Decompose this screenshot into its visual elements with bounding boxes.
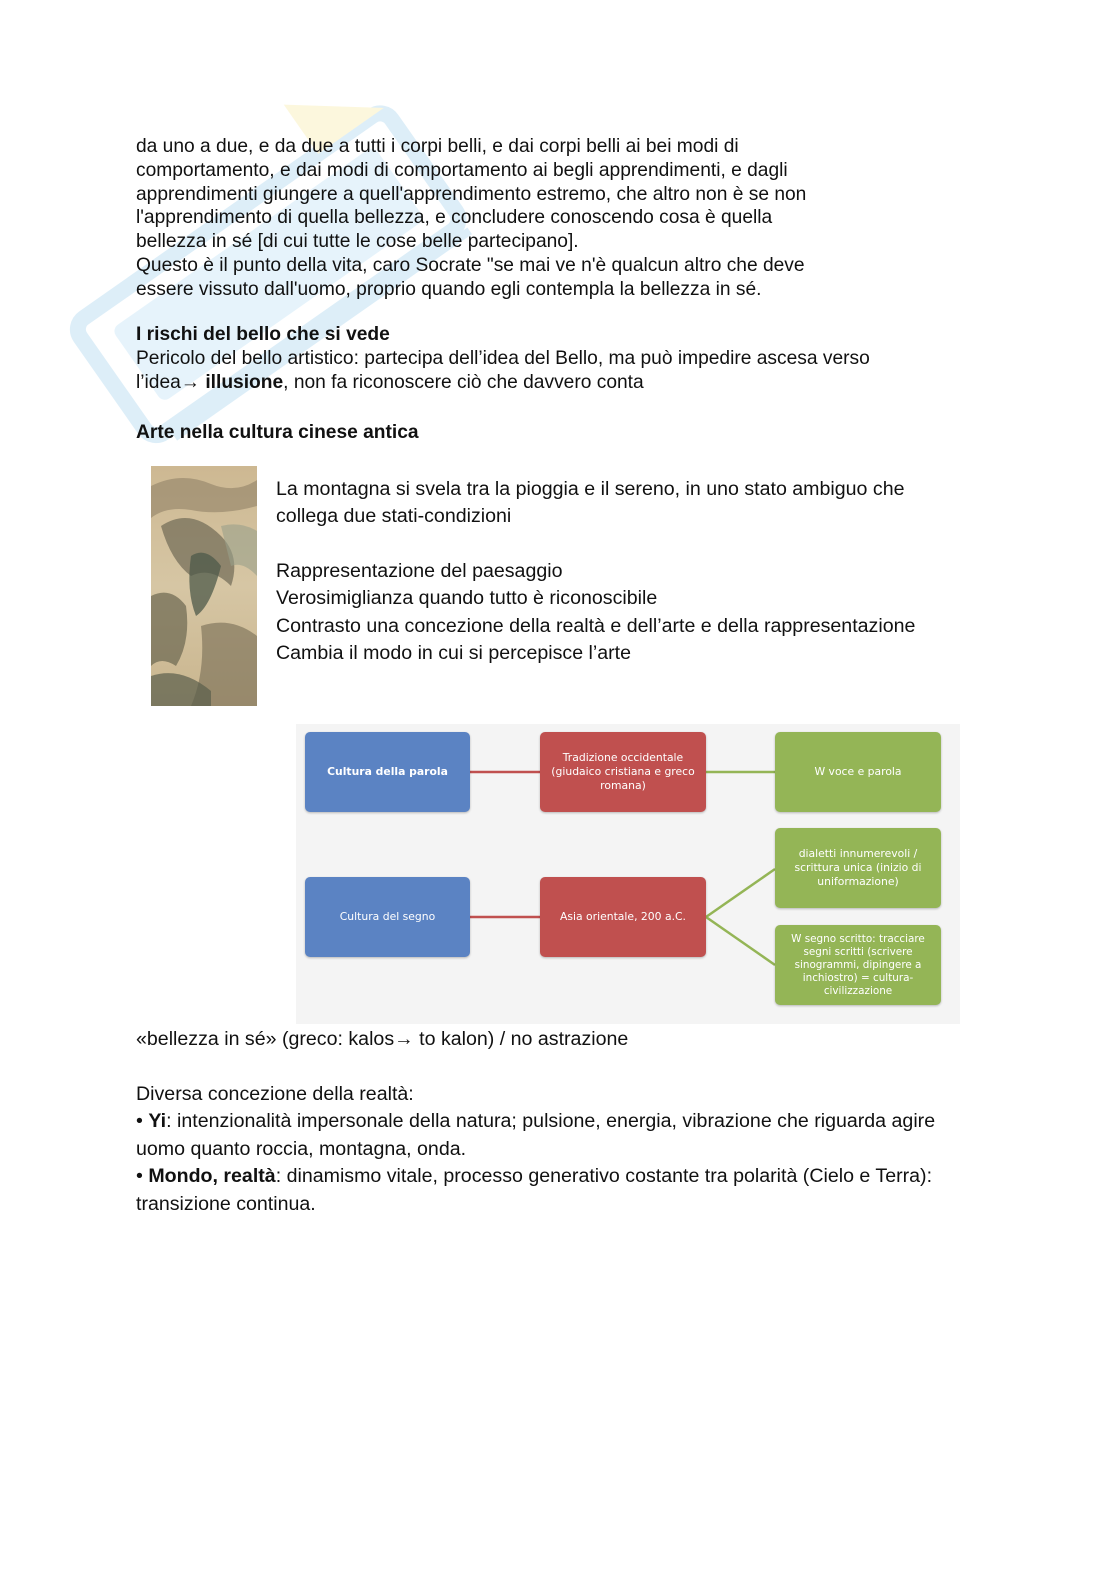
section-heading: Arte nella cultura cinese antica	[136, 422, 419, 443]
caption-line: La montagna si svela tra la pioggia e il sereno, in uno stato ambiguo che	[276, 478, 905, 500]
connector-line	[706, 869, 775, 917]
yi-term: Yi	[148, 1110, 167, 1133]
mondo-term: Mondo, realtà	[148, 1165, 276, 1188]
arte-section	[136, 421, 976, 445]
node-asia-orientale: Asia orientale, 200 a.C.	[540, 877, 706, 957]
text-line: apprendimenti giungere a quell'apprendimento estremo, che altro non è se non	[136, 183, 807, 205]
text-line: Diversa concezione della realtà:	[136, 1083, 414, 1105]
caption-line: collega due stati-condizioni	[276, 505, 512, 528]
bullet-mondo: • Mondo, realtà: dinamismo vitale, processo generativo costante tra polarità (Cielo e Terra):	[136, 1165, 933, 1188]
bullet-yi: • Yi: intenzionalità impersonale della natura; pulsione, energia, vibrazione che riguarda agire	[136, 1110, 936, 1133]
node-tradizione-occidentale: Tradizione occidentale (giudaico cristiana e greco romana)	[540, 732, 706, 812]
node-segno-scritto: W segno scritto: tracciare segni scritti (scrivere sinogrammi, dipingere a inchiostro) = cultura- civilizzazione	[775, 925, 941, 1005]
node-voce-parola: W voce e parola	[775, 732, 941, 812]
illusione-term: illusione	[205, 371, 284, 393]
text-line: Pericolo del bello artistico: partecipa dell’idea del Bello, ma può impedire ascesa verso	[136, 347, 870, 369]
text-line: bellezza in sé [di cui tutte le cose belle partecipano].	[136, 231, 579, 253]
concezione-section	[136, 1081, 976, 1218]
text-line: comportamento, e dai modi di comportamento ai begli apprendimenti, e dagli	[136, 159, 788, 181]
text-line: essere vissuto dall'uomo, proprio quando egli contempla la bellezza in sé.	[136, 278, 762, 300]
painting-description	[276, 476, 976, 667]
list-item: Cambia il modo in cui si percepisce l’arte	[276, 642, 632, 665]
rischi-section	[136, 323, 976, 394]
culture-diagram	[296, 724, 960, 1024]
list-item: Verosimiglianza quando tutto è riconoscibile	[276, 587, 658, 610]
landscape-painting-image	[151, 466, 257, 706]
list-item: Contrasto una concezione della realtà e dell’arte e della rappresentazione	[276, 614, 916, 637]
text-line: l’idea→ illusione, non fa riconoscere ciò che davvero conta	[136, 371, 644, 393]
node-cultura-parola: Cultura della parola	[305, 732, 470, 812]
section-heading: I rischi del bello che si vede	[136, 324, 390, 345]
list-item: Rappresentazione del paesaggio	[276, 559, 563, 582]
connector-line	[706, 917, 775, 965]
node-cultura-segno: Cultura del segno	[305, 877, 470, 957]
text-line: «bellezza in sé» (greco: kalos→ to kalon) / no astrazione	[136, 1028, 629, 1050]
text-line: da uno a due, e da due a tutti i corpi belli, e dai corpi belli ai bei modi di	[136, 136, 739, 157]
text-line: l'apprendimento di quella bellezza, e concludere conoscendo cosa è quella	[136, 207, 773, 229]
bellezza-line	[136, 1026, 976, 1053]
text-line: uomo quanto roccia, montagna, onda.	[136, 1137, 467, 1160]
text-line: transizione continua.	[136, 1192, 316, 1215]
node-dialetti: dialetti innumerevoli / scrittura unica (inizio di uniformazione)	[775, 828, 941, 908]
text-line: Questo è il punto della vita, caro Socrate "se mai ve n'è qualcun altro che deve	[136, 254, 805, 276]
intro-paragraph	[136, 135, 976, 302]
